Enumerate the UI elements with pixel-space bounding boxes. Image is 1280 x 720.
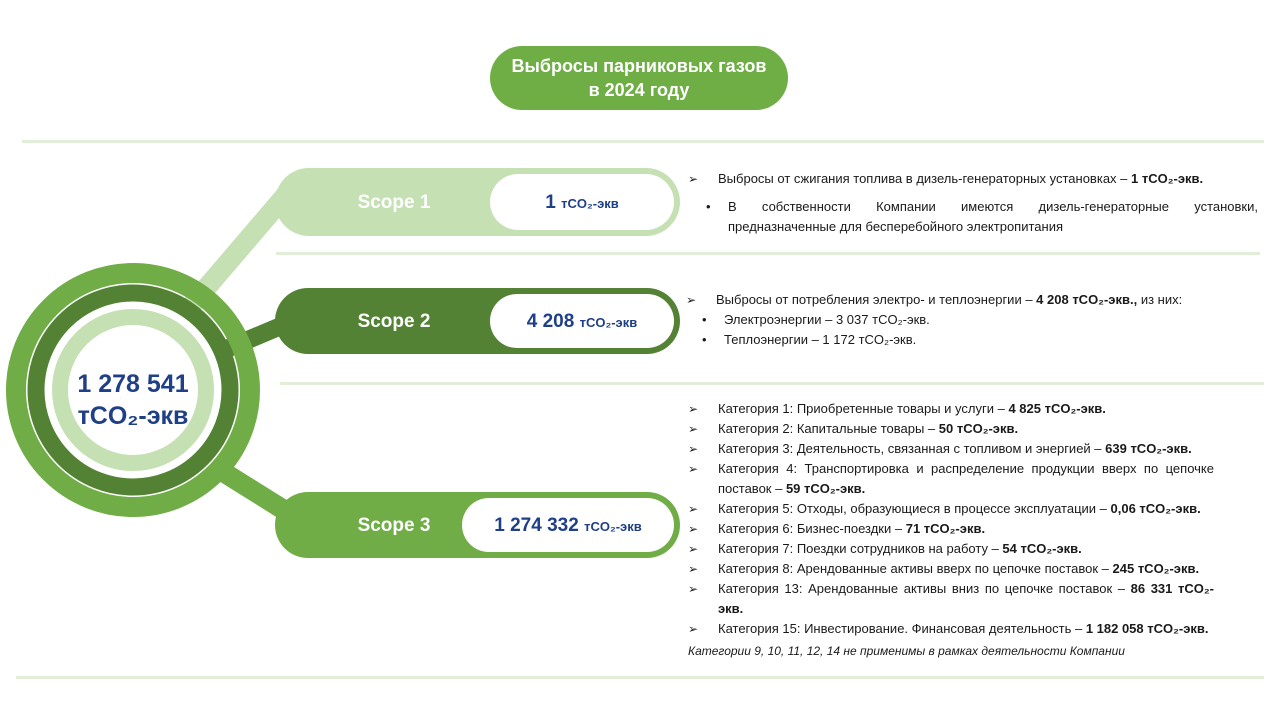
scope3-category-text: Категория 15: Инвестирование. Финансовая деятельность – — [718, 621, 1086, 636]
scope2-bullet-row — [686, 310, 1246, 330]
scope1-value: 1 — [545, 192, 556, 213]
scope3-category-text: Категория 7: Поездки сотрудников на работу – — [718, 541, 1003, 556]
scope2-unit: тCO₂-экв — [579, 315, 638, 330]
scope1-bullet-text: В собственности Компании имеются дизель-генераторные установки, предназначенные для бесперебойного электропитания — [728, 199, 1258, 234]
scope3-category-value: 245 тCO₂-экв. — [1112, 561, 1200, 576]
scope3-category-value: 71 тCO₂-экв. — [905, 521, 986, 536]
scope3-category-value: 86 331 тCO₂-экв. — [718, 581, 1214, 616]
total-unit: тCO₂-экв — [77, 402, 189, 430]
scope3-value-text — [462, 515, 674, 537]
scope1-value-text — [490, 192, 674, 214]
arrow-bullet-icon: ➢ — [688, 462, 699, 476]
dot-bullet-icon: • — [702, 312, 707, 327]
arrow-bullet-icon: ➢ — [688, 442, 699, 456]
arrow-bullet-icon: ➢ — [688, 582, 699, 596]
arrow-bullet-icon: ➢ — [686, 293, 697, 307]
arrow-bullet-icon: ➢ — [688, 522, 699, 536]
scope2-value-text — [490, 311, 674, 333]
scope3-category-value: 0,06 тCO₂-экв. — [1110, 501, 1201, 516]
scope3-value: 1 274 332 — [494, 515, 579, 536]
arrow-bullet-icon: ➢ — [688, 542, 699, 556]
scope3-label: Scope 3 — [357, 515, 431, 536]
scope1-main-row — [688, 169, 1258, 189]
arrow-bullet-icon: ➢ — [688, 502, 699, 516]
scope3-category-row — [688, 499, 1214, 519]
arrow-bullet-icon: ➢ — [688, 562, 699, 576]
scope2-main-row — [686, 290, 1246, 310]
scope3-category-value: 639 тCO₂-экв. — [1105, 441, 1192, 456]
scope3-category-value: 1 182 058 тCO₂-экв. — [1085, 621, 1209, 636]
title-line-2: в 2024 году — [588, 80, 690, 100]
scope3-category-text: Категория 13: Арендованные активы вниз по цепочке поставок – — [718, 581, 1131, 596]
total-value: 1 278 541 — [77, 370, 189, 398]
scope3-unit: тCO₂-экв — [584, 519, 642, 534]
scope2-value: 4 208 — [526, 311, 575, 332]
scope3-category-text: Категория 5: Отходы, образующиеся в процессе эксплуатации – — [718, 501, 1111, 516]
dot-bullet-icon: • — [706, 199, 711, 214]
scope3-category-row — [688, 459, 1214, 499]
total-emissions — [60, 368, 206, 432]
scope1-unit: тCO₂-экв — [561, 196, 619, 211]
scope3-category-row — [688, 619, 1214, 639]
scope1-details — [688, 169, 1258, 237]
scope3-category-value: 50 тCO₂-экв. — [938, 421, 1019, 436]
footnote: Категории 9, 10, 11, 12, 14 не применимы в рамках деятельности Компании — [688, 644, 1125, 658]
scope2-bullet-row — [686, 330, 1246, 350]
scope2-bullet-2: Теплоэнергии – 1 172 тCO₂-экв. — [724, 332, 917, 347]
scope2-main-tail: из них: — [1137, 292, 1183, 307]
scope3-category-text: Категория 2: Капитальные товары – — [718, 421, 939, 436]
scope3-category-value: 4 825 тCO₂-экв. — [1008, 401, 1106, 416]
scope3-category-row — [688, 559, 1214, 579]
scope3-category-row — [688, 579, 1214, 619]
arrow-bullet-icon: ➢ — [688, 622, 699, 636]
scope3-category-text: Категория 4: Транспортировка и распределение продукции вверх по цепочке поставок – — [718, 461, 1214, 496]
dot-bullet-icon: • — [702, 332, 707, 347]
scope3-category-row — [688, 439, 1214, 459]
scope2-main-value: 4 208 тCO₂-экв., — [1036, 292, 1138, 307]
scope1-bullet-row — [688, 197, 1258, 237]
scope3-category-text: Категория 1: Приобретенные товары и услуги – — [718, 401, 1009, 416]
scope1-label: Scope 1 — [357, 192, 431, 213]
scope3-category-row — [688, 419, 1214, 439]
scope3-category-row — [688, 399, 1214, 419]
scope3-category-text: Категория 3: Деятельность, связанная с топливом и энергией – — [718, 441, 1106, 456]
scope3-category-value: 54 тCO₂-экв. — [1002, 541, 1082, 556]
scope3-category-value: 59 тCO₂-экв. — [785, 481, 866, 496]
arrow-bullet-icon: ➢ — [688, 172, 699, 186]
scope2-bullet-1: Электроэнергии – 3 037 тCO₂-экв. — [724, 312, 930, 327]
scope3-details — [688, 399, 1214, 639]
arrow-bullet-icon: ➢ — [688, 402, 699, 416]
title-line-1: Выбросы парниковых газов — [511, 56, 767, 76]
scope2-details — [686, 290, 1246, 350]
scope3-category-row — [688, 539, 1214, 559]
scope3-category-text: Категория 6: Бизнес-поездки – — [718, 521, 906, 536]
scope3-category-text: Категория 8: Арендованные активы вверх по цепочке поставок – — [718, 561, 1113, 576]
scope2-label: Scope 2 — [357, 311, 431, 332]
scope1-main-text: Выбросы от сжигания топлива в дизель-генераторных установках – — [718, 171, 1131, 186]
scope2-main-text: Выбросы от потребления электро- и теплоэнергии – — [716, 292, 1037, 307]
arrow-bullet-icon: ➢ — [688, 422, 699, 436]
scope1-main-value: 1 тCO₂-экв. — [1131, 171, 1204, 186]
scope3-category-row — [688, 519, 1214, 539]
